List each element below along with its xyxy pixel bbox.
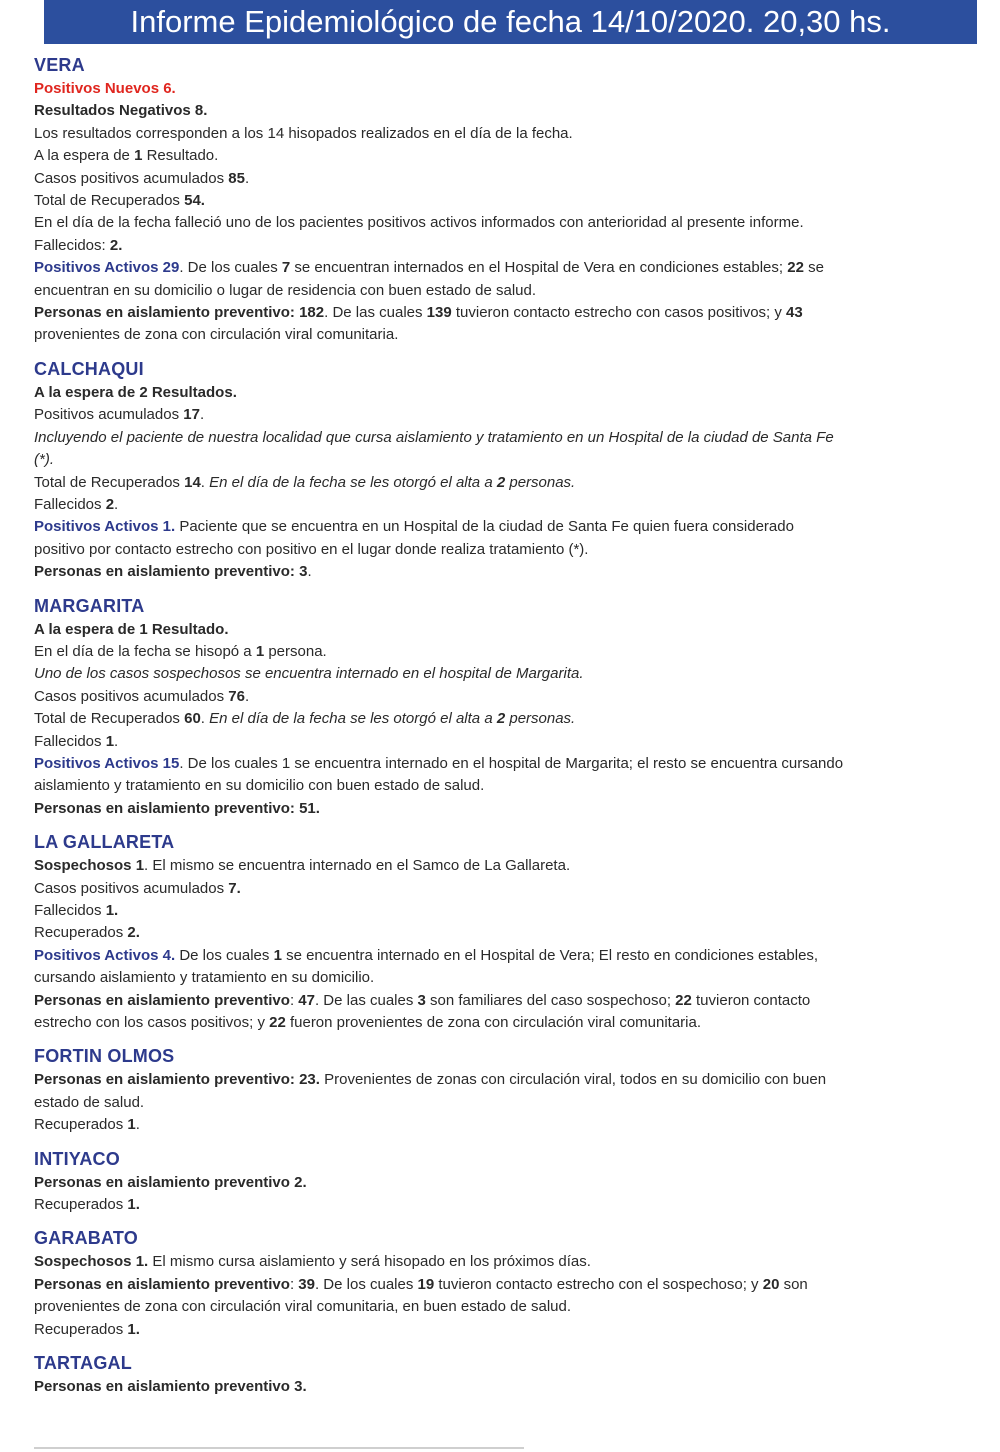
text-segment: Fallecidos	[34, 732, 106, 750]
text-segment: 7.	[228, 879, 241, 897]
text-segment: persona.	[264, 642, 327, 660]
text-segment: Fallecidos	[34, 902, 106, 919]
text-segment: son provenientes de zona con circulación viral comunitaria, en buen estado de salud.	[34, 1275, 808, 1316]
text-segment: tuvieron contacto estrecho con el sospechoso; y	[434, 1275, 763, 1293]
report-line	[34, 78, 844, 100]
report-line	[34, 1069, 844, 1114]
text-segment: Provenientes de zonas con circulación viral, todos en su domicilio con buen estado de salud.	[34, 1071, 827, 1111]
report-line	[34, 641, 844, 663]
text-segment: Casos positivos acumulados	[34, 879, 229, 897]
text-segment: 19	[417, 1275, 435, 1293]
report-line	[34, 753, 844, 798]
text-segment: Positivos Nuevos 6.	[34, 80, 176, 97]
text-segment: 22	[787, 259, 804, 277]
report-line	[34, 686, 844, 708]
text-segment: En el día de la fecha se hisopó a	[34, 642, 256, 660]
text-segment: El mismo cursa aislamiento y será hisopado en los próximos días.	[148, 1253, 591, 1271]
text-segment: tuvieron contacto estrecho con casos positivos; y	[451, 304, 787, 322]
text-segment: . De las cuales	[314, 991, 418, 1009]
text-segment: Personas en aislamiento preventivo: 182	[34, 304, 325, 322]
report-line	[34, 1172, 844, 1194]
report-line	[34, 731, 844, 753]
text-segment: Recuperados	[34, 1116, 128, 1134]
text-segment: personas.	[505, 710, 576, 728]
text-segment: .	[114, 732, 119, 750]
section-margarita	[34, 593, 844, 821]
text-segment: A la espera de 2 Resultados.	[34, 383, 237, 401]
text-segment: Fallecidos:	[34, 236, 110, 254]
text-segment: Personas en aislamiento preventivo 2.	[34, 1173, 307, 1191]
text-segment: . De los cuales	[179, 259, 282, 277]
report-line	[34, 257, 844, 302]
text-segment: Sospechosos 1	[34, 857, 145, 875]
text-segment: 14	[184, 473, 201, 491]
section-calchaqui	[34, 356, 844, 584]
text-segment: Resultado.	[142, 147, 219, 165]
report-line	[34, 404, 844, 426]
text-segment: 1.	[105, 902, 119, 919]
text-segment: 1	[105, 732, 115, 750]
text-segment: se encuentran en su domicilio o lugar de residencia con buen estado de salud.	[34, 259, 824, 299]
text-segment: 1	[127, 1116, 136, 1134]
text-segment: 1	[255, 642, 265, 660]
text-segment: A la espera de 1 Resultado.	[34, 620, 229, 638]
section-title: GARABATO	[34, 1228, 138, 1249]
text-segment: :	[289, 991, 299, 1009]
report-line	[34, 708, 844, 730]
report-line	[34, 212, 844, 234]
report-line	[34, 123, 844, 145]
section-title: LA GALLARETA	[34, 832, 175, 853]
report-line	[34, 382, 844, 404]
text-segment: 54.	[184, 192, 205, 210]
report-line	[34, 922, 844, 944]
text-segment: 60	[184, 710, 201, 728]
text-segment: son familiares del caso sospechoso;	[425, 991, 676, 1009]
section-title: FORTIN OLMOS	[34, 1046, 175, 1067]
text-segment: A la espera de	[34, 147, 135, 165]
section-title: MARGARITA	[34, 595, 145, 616]
report-line	[34, 516, 844, 561]
text-segment: Casos positivos acumulados	[34, 687, 229, 705]
text-segment: En el día de la fecha se les otorgó el alta a	[209, 473, 497, 491]
text-segment: Personas en aislamiento preventivo: 51.	[34, 799, 320, 817]
text-segment: 1.	[127, 1196, 140, 1214]
report-line	[34, 945, 844, 990]
text-segment: tuvieron contacto estrecho con los casos positivos; y	[34, 991, 811, 1032]
section-intiyaco	[34, 1146, 844, 1217]
text-segment: 2.	[127, 924, 140, 942]
text-segment: En el día de la fecha falleció uno de los pacientes positivos activos informados con anterioridad al presente informe.	[34, 214, 804, 232]
text-segment: Personas en aislamiento preventivo	[34, 1275, 290, 1293]
text-segment: .	[199, 406, 205, 424]
text-segment: Personas en aislamiento preventivo 3.	[34, 1378, 307, 1396]
text-segment: 76	[228, 687, 245, 705]
text-segment: 2	[105, 495, 115, 513]
text-segment: 2	[496, 710, 506, 728]
text-segment: De los cuales	[175, 946, 274, 964]
section-title: VERA	[34, 55, 85, 75]
report-title: Informe Epidemiológico de fecha 14/10/2020. 20,30 hs.	[44, 0, 977, 44]
report-line	[34, 235, 844, 257]
section-title: CALCHAQUI	[34, 358, 144, 379]
text-segment: Los resultados corresponden a los 14 hisopados realizados en el día de la fecha.	[34, 124, 573, 142]
section-vera	[34, 52, 844, 347]
report-line	[34, 302, 844, 347]
text-segment: 39	[298, 1275, 315, 1293]
text-segment: Fallecidos	[34, 495, 106, 513]
text-segment: Resultados Negativos 8.	[34, 102, 208, 120]
section-title: TARTAGAL	[34, 1353, 132, 1374]
report-line	[34, 427, 844, 472]
text-segment: 85	[228, 169, 245, 187]
section-tartagal	[34, 1350, 844, 1398]
report-line	[34, 855, 844, 877]
text-segment: Incluyendo el paciente de nuestra localidad que cursa aislamiento y tratamiento en un Hospital de la ciudad de Santa Fe (*).	[34, 428, 834, 469]
text-segment: 22	[269, 1014, 286, 1032]
text-segment: 1	[134, 147, 143, 165]
text-segment: 3	[417, 991, 426, 1009]
text-segment: Paciente que se encuentra en un Hospital de la ciudad de Santa Fe quien fuera considerado positivo por contacto estrecho con positivo en el lugar donde realiza tratamiento (*).	[34, 518, 794, 558]
text-segment: Total de Recuperados	[34, 192, 185, 210]
text-segment: 139	[426, 304, 452, 322]
text-segment: Personas en aislamiento preventivo	[34, 991, 290, 1009]
report-line	[34, 798, 844, 820]
text-segment: 2.	[109, 236, 123, 254]
text-segment: Recuperados	[34, 924, 128, 942]
report-line	[34, 619, 844, 641]
text-segment: . De las cuales	[324, 304, 427, 322]
report-line	[34, 1194, 844, 1216]
report-line	[34, 1376, 844, 1398]
text-segment: 43	[786, 304, 803, 322]
report-line	[34, 494, 844, 516]
text-segment: . De los cuales	[314, 1275, 418, 1293]
section-title: INTIYACO	[34, 1148, 120, 1169]
text-segment: 1.	[127, 1320, 140, 1338]
text-segment: .	[200, 710, 210, 728]
text-segment: Positivos Activos 4.	[34, 946, 176, 964]
text-segment: se encuentran internados en el Hospital de Vera en condiciones estables;	[290, 259, 788, 277]
text-segment: 17	[183, 406, 200, 424]
text-segment: . El mismo se encuentra internado en el Samco de La Gallareta.	[144, 857, 571, 875]
text-segment: Uno de los casos sospechosos se encuentra internado en el hospital de Margarita.	[34, 665, 584, 683]
text-segment: Recuperados	[34, 1320, 128, 1338]
text-segment: En el día de la fecha se les otorgó el alta a	[209, 710, 497, 728]
text-segment: 7	[281, 259, 291, 277]
report-line	[34, 100, 844, 122]
text-segment: .	[200, 473, 210, 491]
text-segment: 2	[496, 473, 506, 491]
text-segment: personas.	[505, 473, 576, 491]
text-segment: fueron provenientes de zona con circulación viral comunitaria.	[285, 1014, 702, 1032]
text-segment: .	[244, 169, 250, 187]
text-segment: Personas en aislamiento preventivo: 3	[34, 563, 308, 581]
report-line	[34, 1274, 844, 1319]
text-segment: . De los cuales 1 se encuentra internado en el hospital de Margarita; el resto se encuentra cursando aislamiento y tratamiento en su domicilio con buen estado de salud.	[34, 754, 844, 795]
section-fortin-olmos	[34, 1043, 844, 1136]
text-segment: Total de Recuperados	[34, 710, 185, 728]
text-segment: Positivos Activos 29	[34, 259, 180, 277]
text-segment: .	[244, 687, 250, 705]
text-segment: 1	[273, 946, 282, 964]
text-segment: Recuperados	[34, 1196, 128, 1214]
bottom-divider	[34, 1447, 524, 1449]
report-line	[34, 561, 844, 583]
report-line	[34, 1319, 844, 1341]
text-segment: Positivos acumulados	[34, 406, 184, 424]
text-segment: .	[114, 495, 119, 513]
text-segment: 47	[298, 991, 315, 1009]
text-segment: .	[307, 563, 312, 581]
report-line	[34, 663, 844, 685]
section-garabato	[34, 1225, 844, 1341]
report-body	[34, 52, 844, 1408]
text-segment: Personas en aislamiento preventivo: 23.	[34, 1071, 320, 1089]
text-segment: Sospechosos 1.	[34, 1253, 149, 1271]
text-segment: .	[135, 1116, 140, 1134]
text-segment: :	[289, 1275, 299, 1293]
text-segment: 22	[675, 991, 692, 1009]
report-line	[34, 1114, 844, 1136]
report-line	[34, 168, 844, 190]
text-segment: Total de Recuperados	[34, 473, 185, 491]
text-segment: se encuentra internado en el Hospital de Vera; El resto en condiciones estables, cursando aislamiento y tratamiento en su domicilio.	[34, 946, 819, 987]
report-line	[34, 1251, 844, 1273]
report-line	[34, 190, 844, 212]
text-segment: Positivos Activos 1.	[34, 518, 176, 536]
text-segment: 20	[762, 1275, 780, 1293]
text-segment: Positivos Activos 15	[34, 754, 180, 772]
section-la-gallareta	[34, 829, 844, 1034]
report-line	[34, 900, 844, 922]
text-segment: Casos positivos acumulados	[34, 169, 229, 187]
report-line	[34, 990, 844, 1035]
text-segment: provenientes de zona con circulación viral comunitaria.	[34, 326, 399, 344]
report-line	[34, 145, 844, 167]
report-line	[34, 878, 844, 900]
report-line	[34, 472, 844, 494]
